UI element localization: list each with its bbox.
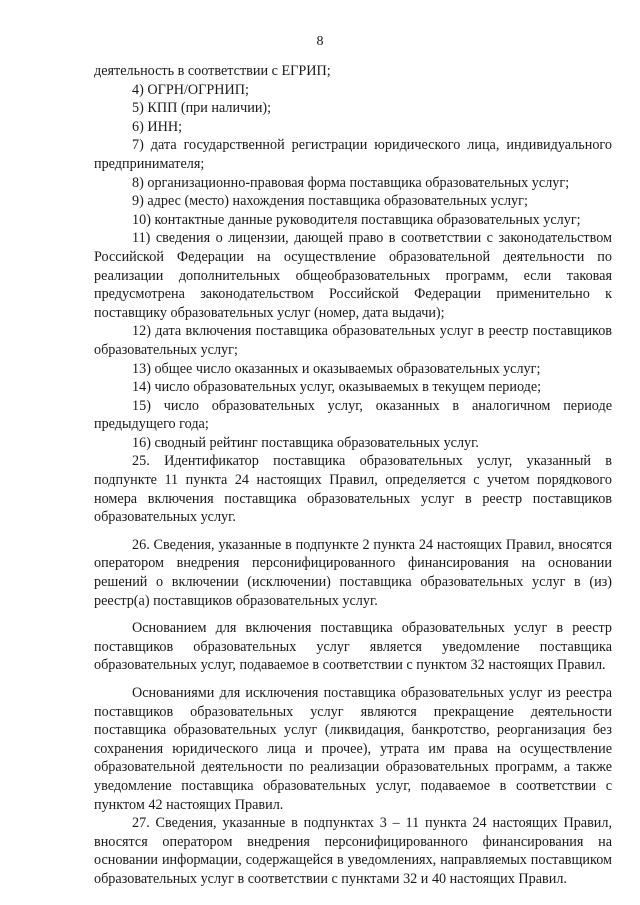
list-item-16: 16) сводный рейтинг поставщика образовательных услуг.: [132, 434, 479, 451]
list-item-9: 9) адрес (место) нахождения поставщика образовательных услуг;: [132, 193, 528, 210]
clause-25: 25. Идентификатор поставщика образовательных услуг, указанный в подпункте 11 пункта 24 настоящих Правил, определяется с учетом порядкового номера включения поставщика образовательных услуг в реестр поставщиков образовательных услуг.: [94, 453, 612, 526]
list-item-10: 10) контактные данные руководителя поставщика образовательных услуг;: [132, 211, 581, 228]
list-item-7: 7) дата государственной регистрации юридического лица, индивидуального предпринимателя;: [94, 137, 612, 172]
clause-26: 26. Сведения, указанные в подпункте 2 пункта 24 настоящих Правил, вносятся оператором внедрения персонифицированного финансирования на основании решений о включении (исключении) поставщика образовательных услуг в (из) реестр(а) поставщиков образовательных услуг.: [94, 536, 612, 609]
clause-26-exclusion-basis: Основаниями для исключения поставщика образовательных услуг из реестра поставщиков образовательных услуг являются прекращение деятельности поставщика образовательных услуг (ликвидация, банкротство, реорганизация без сохранения юридического лица и прочее), утрата им права на осуществление образовательной деятельности по реализации образовательных программ, а также уведомление поставщика образовательных услуг, подаваемое в соответствии с пунктом 42 настоящих Правил.: [94, 685, 612, 813]
list-item-4: 4) ОГРН/ОГРНИП;: [132, 81, 249, 98]
list-item-14: 14) число образовательных услуг, оказываемых в текущем периоде;: [132, 379, 542, 396]
document-body: [94, 62, 612, 889]
list-item-5: 5) КПП (при наличии);: [132, 100, 272, 117]
list-item-8: 8) организационно-правовая форма поставщика образовательных услуг;: [132, 174, 570, 191]
clause-26-inclusion-basis: Основанием для включения поставщика образовательных услуг в реестр поставщиков образовательных услуг является уведомление поставщика образовательных услуг, подаваемое в соответствии с пунктом 32 настоящих Правил.: [94, 620, 612, 674]
list-item-6: 6) ИНН;: [132, 118, 183, 135]
list-item-11: 11) сведения о лицензии, дающей право в соответствии с законодательством Российской Федерации на осуществление образовательной деятельности по реализации дополнительных общеобразовательных программ, если таковая предусмотрена законодательством Российской Федерации применительно к поставщику образовательных услуг (номер, дата выдачи);: [94, 230, 612, 321]
page-number: 8: [316, 34, 324, 49]
clause-27: 27. Сведения, указанные в подпунктах 3 – 11 пункта 24 настоящих Правил, вносятся оператором внедрения персонифицированного финансирования на основании информации, содержащейся в уведомлениях, направляемых поставщиком образовательных услуг в соответствии с пунктами 32 и 40 настоящих Правил.: [94, 815, 612, 887]
list-item-15: 15) число образовательных услуг, оказанных в аналогичном периоде предыдущего года;: [94, 397, 612, 433]
list-item-12: 12) дата включения поставщика образовательных услуг в реестр поставщиков образовательных услуг;: [94, 323, 612, 358]
paragraph-continuation: деятельность в соответствии с ЕГРИП;: [94, 63, 331, 79]
list-item-13: 13) общее число оказанных и оказываемых образовательных услуг;: [132, 360, 541, 377]
